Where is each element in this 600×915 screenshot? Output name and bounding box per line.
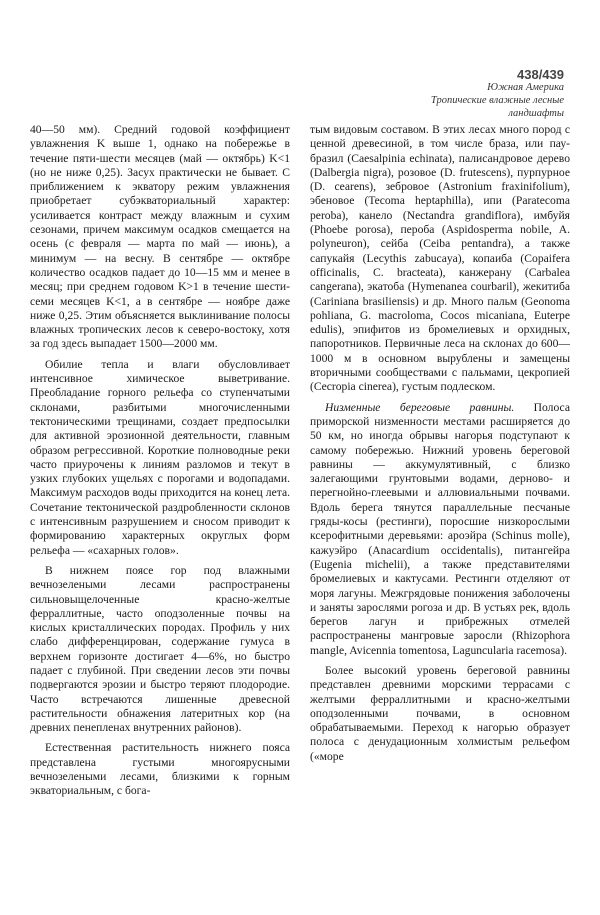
page-numbers: 438/439 xyxy=(517,67,564,82)
paragraph xyxy=(310,401,570,658)
paragraph: 40—50 мм). Средний годовой коэффициент увлажнения K выше 1, однако на побережье в течение пяти-шести месяцев (май — октябрь) K<1 (но не ниже 0,25). Засух практически не бывает. С приближением к экватору режим увлажнения приобретает субэкваториальный характер: усиливается контраст между влажным и сухим сезонами, причем максимум осадков смещается на осень (с февраля — марта по май — июнь), а минимум — на весну. В сентябре — октябре количество осадков падает до 10—15 мм и менее в месяц; при среднем годовом K>1 в течение шести-семи месяцев K<1, а в сентябре — ноябре даже ниже 0,25. Этим объясняется выклинивание полосы влажных тропических лесов к северо-востоку, хотя за год здесь выпадает 1500—2000 мм. xyxy=(30,123,290,351)
header-section-line2: ландшафты xyxy=(508,108,564,119)
paragraph: В нижнем поясе гор под влажными вечнозелеными лесами распространены сильновыщелоченные красно-желтые ферраллитные, часто оподзоленные почвы на кислых кристаллических породах. Профиль у них слабо дифференцирован, содержание гумуса в верхнем горизонте достигает 4—6%, но быстро падает с глубиной. При сведении лесов эти почвы подвергаются эрозии и быстро теряют плодородие. Часто встречаются лишенные древесной растительности обнажения латеритных кор (на древних пенепленах внутренних районов). xyxy=(30,563,290,735)
paragraph-text: Полоса приморской низменности местами расширяется до 50 км, но иногда обрывы нагорья подступают к самому побережью. Нижний уровень береговой равнины — аккумулятивный, с близко залегающими грунтовыми водами, дерново- и перегнойно-глеевыми и аллювиальными почвами. Вдоль берега тянутся параллельные песчаные гряды-косы (рестинги), поросшие низкорослыми ксерофитными деревьями: ароэйра (Schinus molle), кажуэйро (Anacardium occidentalis), питангейра (Eugenia michelii), а также представителями бромелиевых и кактусами. Рестинги отделяют от моря лагуны. Межгрядовые понижения заболочены и заняты зарослями рогоза и др. В устьях рек, вдоль берегов лагун и прибрежных отмелей распространены мангровые заросли (Rhizophora mangle, Avicennia tomentosa, Laguncularia racemosa). xyxy=(310,400,570,657)
paragraph: Более высокий уровень береговой равнины представлен древними морскими террасами с желтыми ферраллитными и красно-желтыми оподзоленными почвами, в основном обрабатываемыми. Переход к нагорью образует полоса с денудационным холмистым рельефом («море xyxy=(310,663,570,763)
paragraph: Естественная растительность нижнего пояса представлена густыми многоярусными вечнозелеными лесами, близкими к горным экваториальным, с бога- xyxy=(30,741,290,798)
left-column xyxy=(30,123,290,799)
paragraph: Обилие тепла и влаги обусловливает интенсивное химическое выветривание. Преобладание горного рельефа со ступенчатыми склонами, разбитыми многочисленными тектоническими трещинами, создает предпосылки для активной эрозионной деятельности, главным образом регрессивной. Короткие полноводные реки часто приурочены к линиям разломов и текут в узких глубоких ущельях с порогами и водопадами. Максимум расходов воды приходится на конец лета. Сочетание тектонической раздробленности склонов с интенсивным разрушением и сносом приводит к формированию характерных округлых форм рельефа — «сахарных голов». xyxy=(30,357,290,557)
section-heading-runin: Низменные береговые равнины. xyxy=(325,400,515,414)
header-region: Южная Америка xyxy=(487,82,564,93)
right-column xyxy=(310,123,570,764)
header-section-line1: Тропические влажные лесные xyxy=(430,95,564,106)
running-header xyxy=(344,68,564,120)
paragraph: тым видовым составом. В этих лесах много пород с ценной древесиной, в том числе браза, или пау-бразил (Caesalpinia echinata), палисандровое дерево (Dalbergia nigra), розовое (D. frutescens), пурпурное (D. cearens), зебровое (Astronium fraxinifolium), эбеновое (Tecoma heptaphilla), ипи (Paratecoma peroba), канело (Nectandra grandiflora), имбуйя (Phoebe porosa), пероба (Aspidosperma nobile, A. polyneuron), сейба (Ceiba pentandra), а также сапукайя (Lecythis zabucaya), копаиба (Copaifera officinalis, C. bracteata), канжерану (Carbalea cangerana), экатоба (Hymenanea courbaril), жекитиба (Cariniana brasiliensis) и др. Много пальм (Geonoma pohliana, G. macroloma, Cocos micaniana, Euterpe edulis), эпифитов из бромелиевых и орхидных, папоротников. Первичные леса на склонах до 600—1000 м в основном вырублены и замещены вторичными сообществами с пальмами, цекропией (Cecropia cinerea), густым подлеском. xyxy=(310,123,570,394)
